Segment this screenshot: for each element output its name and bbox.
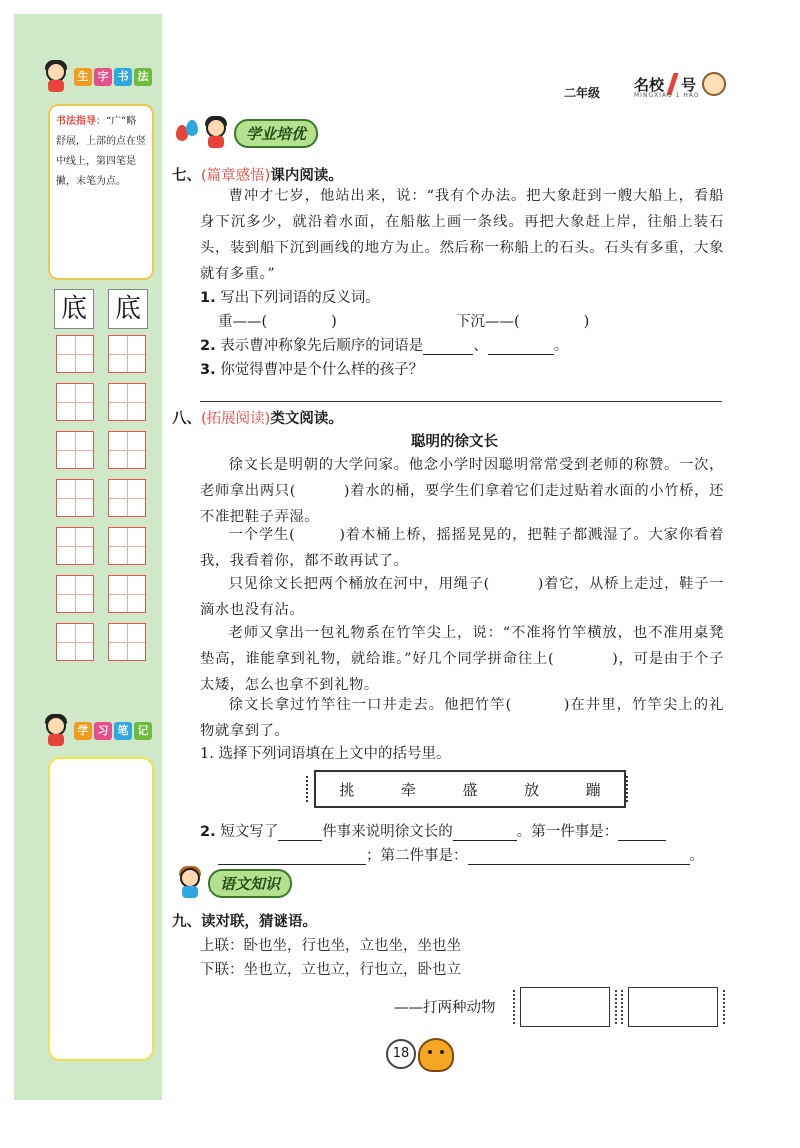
q7-sub2: 2. 表示曹冲称象先后顺序的词语是 、 。 — [200, 338, 569, 354]
answer-blank[interactable] — [468, 847, 690, 865]
model-char: 底 — [54, 289, 94, 329]
guide-label: 书法指导： — [56, 116, 106, 127]
answer-blank[interactable] — [218, 847, 366, 865]
section-badge-knowledge: 语文知识 — [176, 868, 292, 898]
kid-reading-icon — [42, 62, 70, 92]
q8-para-3: 只见徐文长把两个桶放在河中，用绳子( )着它，从桥上走过，鞋子一滴水也没有沾。 — [200, 576, 724, 618]
q8-sub2: 2. 短文写了 件事来说明徐文长的 。第一件事是： — [200, 820, 666, 841]
q9-heading: 九、读对联，猜谜语。 — [172, 914, 317, 930]
tianzi-cell[interactable] — [108, 527, 146, 565]
kid-icon — [202, 118, 230, 148]
tianzi-cell[interactable] — [108, 431, 146, 469]
word-option: 放 — [524, 780, 540, 799]
tianzi-cell[interactable] — [56, 431, 94, 469]
couplet-upper: 上联：卧也坐，行也坐，立也坐，坐也坐 — [200, 938, 461, 954]
kid-reading-icon — [42, 716, 70, 746]
writing-grid-left — [56, 335, 94, 661]
kid-icon — [176, 868, 204, 898]
tiger-mascot-icon — [418, 1038, 454, 1072]
answer-blank[interactable] — [488, 337, 554, 355]
answer-blank[interactable] — [618, 823, 666, 841]
tianzi-cell[interactable] — [56, 335, 94, 373]
model-characters — [54, 289, 148, 329]
q8-para-2: 一个学生( )着木桶上桥，摇摇晃晃的，把鞋子都溅湿了。大家你看着我，我看着你，都不敢再试了。 — [200, 527, 725, 569]
tianzi-cell[interactable] — [108, 575, 146, 613]
notes-box[interactable] — [48, 757, 154, 1061]
tianzi-cell[interactable] — [56, 575, 94, 613]
word-option: 蹦 — [585, 780, 601, 799]
calligraphy-guide — [48, 104, 154, 280]
q8-sub2-cont: ；第二件事是： 。 — [218, 844, 704, 865]
grade-label: 二年级 — [564, 86, 601, 100]
q8-heading: 八、(拓展阅读)类文阅读。 — [172, 411, 343, 427]
answer-blank[interactable] — [423, 337, 473, 355]
guide-text: “广”略舒展，上部的点在竖中线上，第四笔是撇，末笔为点。 — [56, 116, 146, 187]
answer-blank[interactable] — [278, 823, 322, 841]
q8-para-4: 老师又拿出一包礼物系在竹竿尖上，说：“不准将竹竿横放，也不准用桌凳垫高，谁能拿到礼物，就给谁。”好几个同学拼命往上( )，可是由于个子太矮，怎么也拿不到礼物。 — [200, 625, 724, 693]
tianzi-cell[interactable] — [108, 479, 146, 517]
section-badge-study: 学业培优 — [176, 118, 318, 148]
q7-passage: 曹冲才七岁，他站出来，说：“我有个办法。把大象赶到一艘大船上，看船身下沉多少，就沿着水面，在船舷上画一条线。再把大象赶上岸，往船上装石头，装到船下沉到画线的地方为止。然后称一称船上的石头。石头有多重，大象就有多重。” — [200, 188, 724, 282]
story-title: 聪明的徐文长 — [411, 434, 498, 450]
tianzi-cell[interactable] — [56, 479, 94, 517]
answer-line[interactable] — [200, 401, 722, 402]
calligraphy-tag: 生 字 书 法 — [74, 68, 152, 86]
brand-logo: 名校 号 MINGXIAO 1 HAO — [634, 72, 726, 96]
word-bank — [314, 770, 626, 808]
tianzi-cell[interactable] — [56, 527, 94, 565]
balloon-icon — [186, 120, 198, 136]
riddle-answer-box[interactable] — [520, 987, 610, 1027]
notes-header — [42, 716, 152, 746]
couplet-lower: 下联：坐也立，立也立，行也立，卧也立 — [200, 962, 461, 978]
q7-pair2: 下沉——( ) — [456, 314, 590, 330]
tianzi-cell[interactable] — [108, 623, 146, 661]
q8-para-5: 徐文长拿过竹竿往一口井走去。他把竹竿( )在井里，竹竿尖上的礼物就拿到了。 — [200, 697, 724, 739]
tianzi-cell[interactable] — [108, 383, 146, 421]
calligraphy-header — [42, 62, 152, 92]
q7-sub1: 1. 写出下列词语的反义词。 — [200, 290, 380, 306]
tianzi-cell[interactable] — [56, 383, 94, 421]
tianzi-cell[interactable] — [56, 623, 94, 661]
word-option: 挑 — [339, 780, 355, 799]
writing-grid-right — [108, 335, 146, 661]
page-number: 18 — [386, 1039, 416, 1069]
answer-blank[interactable] — [453, 823, 517, 841]
notes-tag: 学 习 笔 记 — [74, 722, 152, 740]
model-char: 底 — [108, 289, 148, 329]
riddle-answer-box[interactable] — [628, 987, 718, 1027]
q7-heading: 七、(篇章感悟)课内阅读。 — [172, 168, 343, 184]
tianzi-cell[interactable] — [108, 335, 146, 373]
word-option: 牵 — [400, 780, 416, 799]
word-option: 盛 — [462, 780, 478, 799]
q7-sub3: 3. 你觉得曹冲是个什么样的孩子？ — [200, 362, 424, 378]
q8-para-1: 徐文长是明朝的大学问家。他念小学时因聪明常常受到老师的称赞。一次，老师拿出两只( )着水的桶，要学生们拿着它们走过贴着水面的小竹桥，还不准把鞋子弄湿。 — [200, 457, 724, 525]
q7-pair1: 重——( ) — [218, 314, 337, 330]
mascot-icon — [702, 72, 726, 96]
riddle-hint: ——打两种动物 — [394, 1000, 496, 1016]
q8-sub1: 1. 选择下列词语填在上文中的括号里。 — [200, 746, 451, 762]
